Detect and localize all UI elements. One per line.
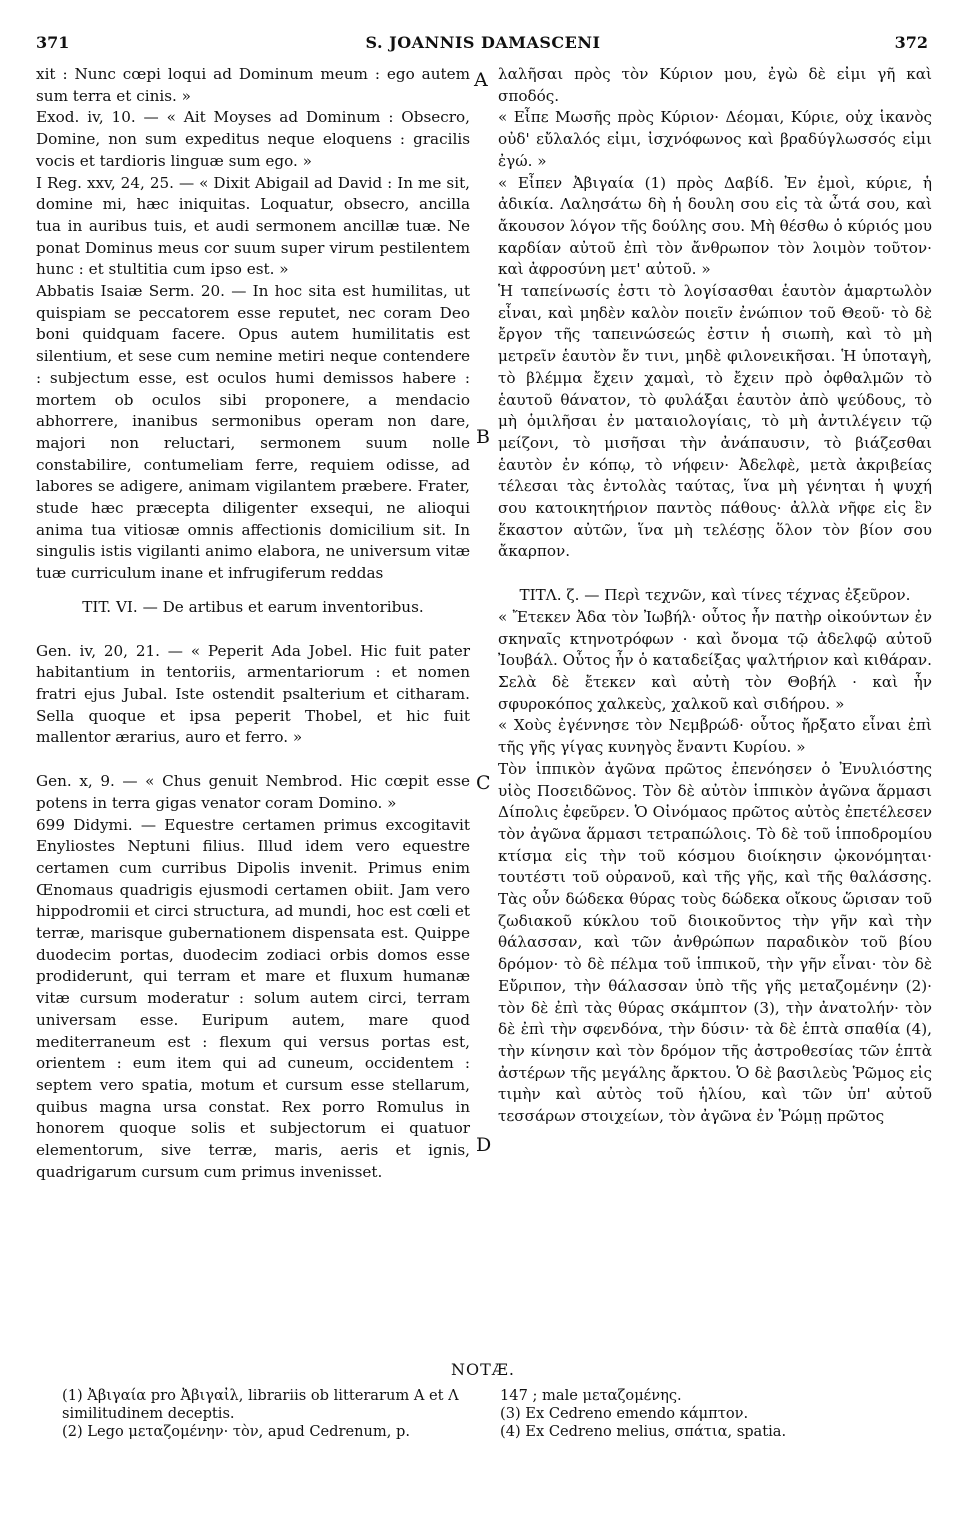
latin-paragraph: Gen. x, 9. — « Chus genuit Nembrod. Hic cœpit esse potens in terra gigas venator coram Domino. »: [36, 772, 470, 812]
notes-heading: NOTÆ.: [451, 1360, 515, 1379]
latin-paragraph: Gen. iv, 20, 21. — « Peperit Ada Jobel. Hic fuit pater habitantium in tentoriis, armentariorum : et nomen fratri ejus Jubal. Iste ostendit psalterium et citharam. Sella quoque et ipsa peperit Thobel, et hic fuit mallentor ærarius, auro et ferro. »: [36, 641, 470, 747]
section-title: TIT. VI. — De artibus et earum inventoribus.: [82, 597, 424, 616]
margin-letter-d: D: [476, 1134, 492, 1156]
margin-letter-a: A: [474, 69, 488, 91]
greek-paragraph: Τὸν ἱππικὸν ἀγῶνα πρῶτος ἐπενόησεν ὁ Ἐνυλιόστης υἱὸς Ποσειδῶνος. Τὸν δὲ αὐτὸν ἱππικὸν ἀγῶνα ἅρμασι Δίπολις ἐφεῦρεν. Ὁ Οἰνόμαος πρῶτος αὐτὸς ἐπετέλεσεν τὸν ἀγῶνα ἅρμασι τετραπώλοις. Τὸ δὲ τοῦ ἱπποδρομίου κτίσμα εἰς τὴν τοῦ κόσμου διοίκησιν ᾠκονόμηται· τουτέστι τοῦ οὐρανοῦ, καὶ τῆς γῆς, καὶ τῆς θαλάσσης. Τὰς οὖν δώδεκα θύρας τοὺς δώδεκα οἴκους ὥρισαν τοῦ ζωδιακοῦ κύκλου τοῦ διοικοῦντος τὴν γῆν καὶ τὴν θάλασσαν, καὶ τῶν ἀνθρώπων παραδικὸν τοῦ βίου δρόμον· τὸ δὲ πέλμα τοῦ ἱππικοῦ, τὴν γῆν εἶναι· τὸν δὲ Εὔριπον, τὴν θάλασσαν ὑπὸ τῆς γῆς μεταζομένην (2)· τὸν δὲ ἐπὶ τὰς θύρας σκάμπτον (3), τὴν ἀνατολήν· τὸν δὲ ἐπὶ τὴν σφενδόνα, τὴν δύσιν· τὰ δὲ ἑπτὰ σπαθία (4), τὴν κίνησιν καὶ τὸν δρόμον τῆς ἀστροθεσίας τῶν ἑπτὰ ἀστέρων τῆς μεγάλης ἄρκτου. Ὁ δὲ βασιλεὺς Ῥῶμος εἰς τιμὴν καὶ αὐτὸς τοῦ ἡλίου, καὶ τῶν ὑπ' αὐτοῦ τεσσάρων στοιχείων, τὸν ἀγῶνα ἐν Ῥώμῃ πρῶτος: [498, 759, 932, 1126]
latin-paragraph: Exod. iv, 10. — « Ait Moyses ad Dominum : Obsecro, Domine, non sum expeditus neque eloquens : gracilis vocis et tardioris linguæ sum ego. »: [36, 108, 470, 170]
greek-paragraph: « Χοὺς ἐγέννησε τὸν Νεμβρώδ· οὗτος ἤρξατο εἶναι ἐπὶ τῆς γῆς γίγας κυνηγὸς ἔναντι Κυρίου. »: [498, 716, 932, 757]
page-number-right: 372: [894, 33, 928, 52]
page-number-left: 371: [36, 33, 70, 52]
running-header: [0, 33, 966, 57]
margin-letter-b: B: [476, 426, 490, 448]
footnote: 147 ; male μεταζομένης.: [500, 1387, 682, 1404]
latin-paragraph: 699 Didymi. — Equestre certamen primus excogitavit Enyliostes Neptuni filius. Illud idem vero equestre certamen cum curribus Dipolis invenit. Primus enim Œnomaus quadrigis ejusmodi certamen obiit. Jam vero hippodromii et circi structura, ad mundi, hoc est cœli et terræ, marisque gubernationem dispensata est. Quippe duodecim portas, duodecim zodiaci orbis domos esse prodiderunt, qui terram et mare et fluxum humanæ vitæ cursum moderatur : solum autem circi, terram universam esse. Euripum autem, mare quod mediterraneum est : flexum qui versus portas est, orientem : eum item qui ad cuneum, occidentem : septem vero spatia, motum et cursum esse stellarum, quibus magna ursa constat. Rex porro Romulus in honorem quoque solis et subjectorum ei quatuor elementorum, sive terræ, maris, aeris et ignis, quadrigarum cursum cum primus invenisset.: [36, 815, 470, 1181]
latin-column: [36, 64, 470, 1183]
latin-paragraph: Abbatis Isaiæ Serm. 20. — In hoc sita est humilitas, ut quispiam se peccatorem esse reputet, nec coram Deo boni quidquam facere. Opus autem humilitatis est silentium, et sese cum nemine metiri neque contendere : subjectum esse, est oculos humi demissos habere : mortem ob oculos sibi proponere, a mendacio abhorrere, inanibus sermonibus operam non dare, majori non reluctari, sermonem suum nolle constabilire, contumeliam ferre, requiem odisse, ad labores se adigere, animam vigilantem præbere. Frater, stude hæc præcepta diligenter exsequi, ne alioqui anima tua vitiosæ omnis affectionis domicilium sit. In singulis istis vigilanti animo elabora, ne universum vitæ tuæ curriculum inane et infrugiferum reddas: [36, 282, 470, 583]
footnotes-right: [500, 1387, 940, 1441]
section-title: ΤΙΤΛ. ζ. — Περὶ τεχνῶν, καὶ τίνες τέχνας ἐξεῦρον.: [519, 586, 911, 605]
greek-paragraph: « Εἶπεν Ἀβιγαία (1) πρὸς Δαβίδ. Ἐν ἐμοὶ, κύριε, ἡ ἀδικία. Λαλησάτω δὴ ἡ δουλη σου εἰς τὰ ὦτά σου, καὶ ἄκουσον λόγον τῆς δούλης σου. Μὴ θέσθω ὁ κύριός μου καρδίαν αὐτοῦ ἐπὶ τὸν ἄνθρωπον τὸν λοιμὸν τοῦτον· καὶ ἀφροσύνη μετ' αὐτοῦ. »: [498, 173, 932, 279]
greek-paragraph: « Εἶπε Μωσῆς πρὸς Κύριον· Δέομαι, Κύριε, οὐχ ἱκανὸς οὐδ' εὔλαλός εἰμι, ἰσχνόφωνος καὶ βραδύγλωσσός εἰμι ἐγώ. »: [498, 108, 932, 170]
footnotes-left: [62, 1387, 472, 1441]
greek-column: [498, 64, 932, 1128]
footnote: (2) Lego μεταζομένην· τὸν, apud Cedrenum, p.: [62, 1423, 410, 1440]
footnote: (4) Ex Cedreno melius, σπάτια, spatia.: [500, 1423, 787, 1440]
latin-paragraph: I Reg. xxv, 24, 25. — « Dixit Abigail ad David : In me sit, domine mi, hæc iniquitas. Loquatur, obsecro, ancilla tua in auribus tuis, et audi sermonem ancillæ tuæ. Ne ponat Dominus meus cor suum super virum pestilentem hunc : et stultitia cum ipso est. »: [36, 173, 470, 279]
latin-paragraph: xit : Nunc cœpi loqui ad Dominum meum : ego autem sum terra et cinis. »: [36, 65, 470, 105]
margin-letter-c: C: [476, 772, 491, 794]
footnote: (1) Ἀβιγαία pro Ἀβιγαἰλ, librariis ob litterarum A et Λ similitudinem deceptis.: [62, 1387, 459, 1422]
greek-paragraph: λαλῆσαι πρὸς τὸν Κύριον μου, ἐγὼ δὲ εἰμι γῆ καὶ σποδός.: [498, 65, 932, 105]
greek-paragraph: « Ἔτεκεν Ἀδα τὸν Ἰωβήλ· οὗτος ἦν πατὴρ οἰκούντων ἐν σκηναῖς κτηνοτρόφων · καὶ ὄνομα τῷ ἀδελφῷ αὐτοῦ Ἰουβάλ. Οὗτος ἦν ὁ καταδείξας ψαλτήριον καὶ κιθάραν. Σελὰ δὲ ἔτεκεν καὶ αὐτὴ τὸν Θοβήλ · καὶ ἦν σφυροκόπος χαλκεὺς, χαλκοῦ καὶ σιδήρου. »: [498, 607, 932, 713]
footnote: (3) Ex Cedreno emendo κάμπτον.: [500, 1405, 749, 1422]
running-title: S. JOANNIS DAMASCENI: [365, 33, 601, 52]
greek-paragraph: Ἡ ταπείνωσίς ἐστι τὸ λογίσασθαι ἑαυτὸν ἁμαρτωλὸν εἶναι, καὶ μηδὲν καλὸν ποιεῖν ἐνώπιον τοῦ Θεοῦ· τὸ δὲ ἔργον τῆς ταπεινώσεώς ἐστιν ἡ σιωπὴ, καὶ τὸ μὴ μετρεῖν ἑαυτὸν ἔν τινι, μηδὲ φιλονεικῆσαι. Ἡ ὑποταγὴ, τὸ βλέμμα ἔχειν χαμαὶ, τὸ ἔχειν πρὸ ὀφθαλμῶν τὸ ἑαυτοῦ θάνατον, τὸ φυλάξαι ἑαυτὸν ἀπὸ ψεύδους, τὸ μὴ ὁμιλῆσαι ἐν ματαιολογίαις, τὸ μὴ ἀντιλέγειν τῷ μείζονι, τὸ μισῆσαι τὴν ἀνάπαυσιν, τὸ βιάζεσθαι ἑαυτὸν ἐν κόπῳ, τὸ νήφειν· Ἀδελφὲ, μετὰ ἀκριβείας τέλεσαι τὰς ἐντολὰς ταύτας, ἵνα μὴ γένηται ἡ ψυχή σου κατοικητήριον παντὸς πάθους· ἀλλὰ νῆφε εἰς ἓν ἕκαστον αὐτῶν, ἵνα μὴ τελέσῃς ὅλον τὸν βίον σου ἄκαρπον.: [498, 282, 932, 561]
